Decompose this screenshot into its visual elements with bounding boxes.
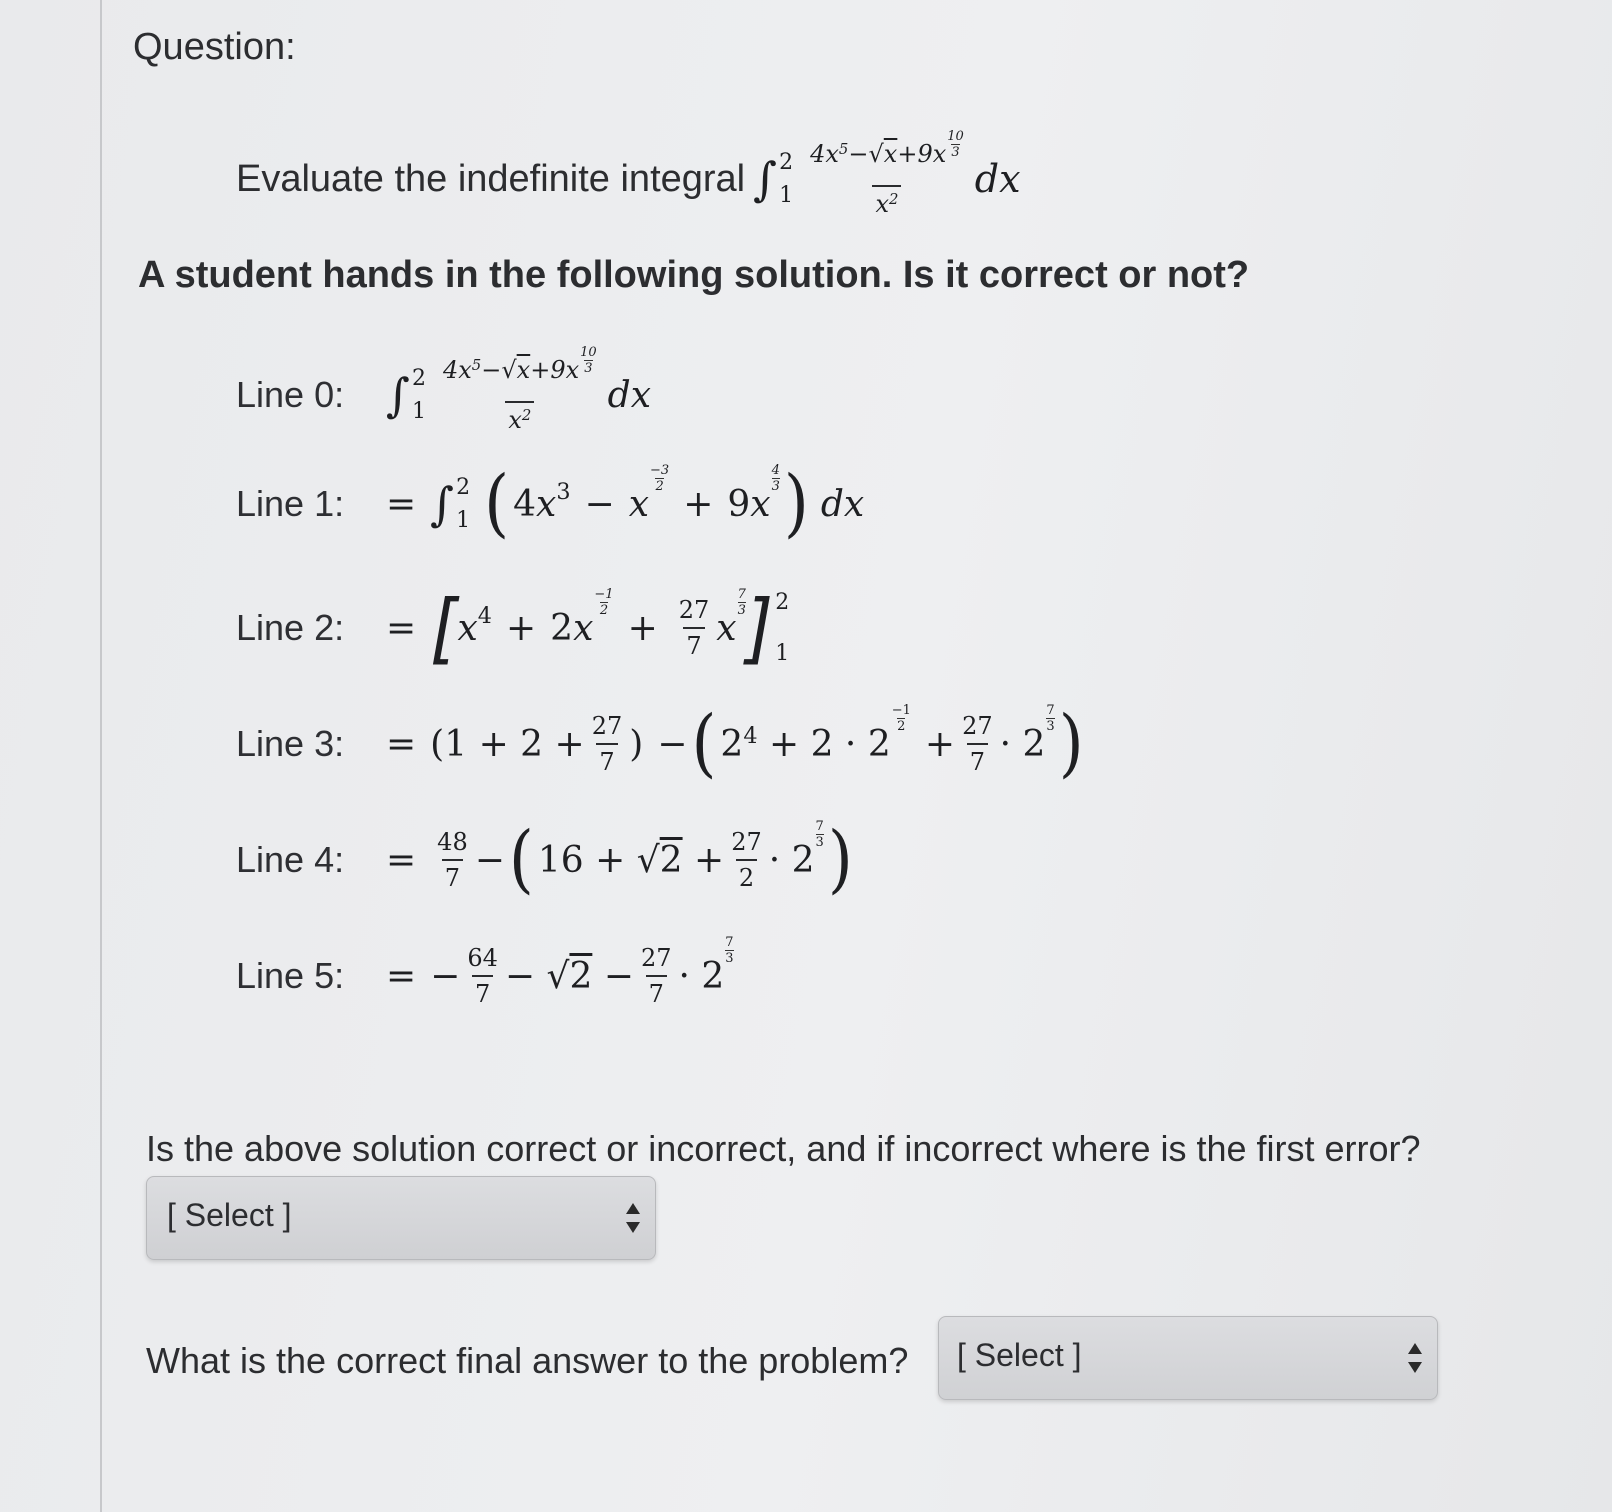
question-title: Question:: [133, 26, 296, 68]
line-label: Line 0:: [236, 374, 345, 415]
first-error-question: Is the above solution correct or incorrect, and if incorrect where is the first error?: [146, 1128, 1421, 1169]
line-expression: = − $\frac{64}{7}$ − √2 − $\frac{27}{7}$ · 2 7 3: [386, 934, 734, 1008]
instruction-text: A student hands in the following solution. Is it correct or not?: [138, 254, 1250, 296]
prompt-integral: ∫ 2 1 $4x^5-√x+9x$ $\frac{10}{3}$ $x^2$ dx: [753, 129, 1021, 218]
content-border: [100, 0, 102, 1512]
first-error-select[interactable]: [146, 1176, 656, 1260]
updown-arrows-icon: [1407, 1343, 1423, 1373]
line-expression: = $\frac{48}{7}$ − ( 16 + √2 + $\frac{27}{2}$ · 2 7 3 ): [386, 817, 853, 903]
prompt-text: Evaluate the indefinite integral: [236, 157, 746, 200]
solution-line-3: [236, 701, 1088, 787]
question-prompt: [236, 129, 1021, 218]
select-value: [ Select ]: [957, 1337, 1082, 1373]
solution-line-2: [236, 582, 799, 674]
solution-line-1: [236, 461, 865, 547]
line-expression: ∫ 2 1 $4x^5-√x+9x$ $\frac{10}{3}$ $x^2$ dx: [386, 345, 652, 434]
line-label: Line 4:: [236, 839, 345, 880]
solution-line-5: [236, 934, 734, 1008]
solution-line-4: [236, 817, 857, 903]
line-expression: = [ x $^4$ + 2 x −1 2 + $\frac{27}{7}$ x 7 3 ] 2 1: [386, 582, 790, 674]
line-label: Line 3:: [236, 723, 345, 764]
line-label: Line 1:: [236, 483, 345, 524]
final-answer-question: What is the correct final answer to the problem?: [146, 1340, 909, 1381]
select-value: [ Select ]: [167, 1197, 292, 1233]
line-expression: = ∫ 2 1 ( 4 x $^3$ − x −3 2 + 9 x 4 3 ) dx: [386, 461, 865, 547]
line-label: Line 2:: [236, 607, 345, 648]
line-expression: = (1 + 2 + $\frac{27}{7}$ ) − ( $2^4 + 2 \cdot 2$ −1 2 + $\frac{27}{7}$ · 2 7 3 ): [386, 701, 1084, 787]
solution-line-0: [236, 345, 652, 434]
final-answer-select[interactable]: [938, 1316, 1438, 1400]
line-label: Line 5:: [236, 955, 345, 996]
updown-arrows-icon: [625, 1203, 641, 1233]
